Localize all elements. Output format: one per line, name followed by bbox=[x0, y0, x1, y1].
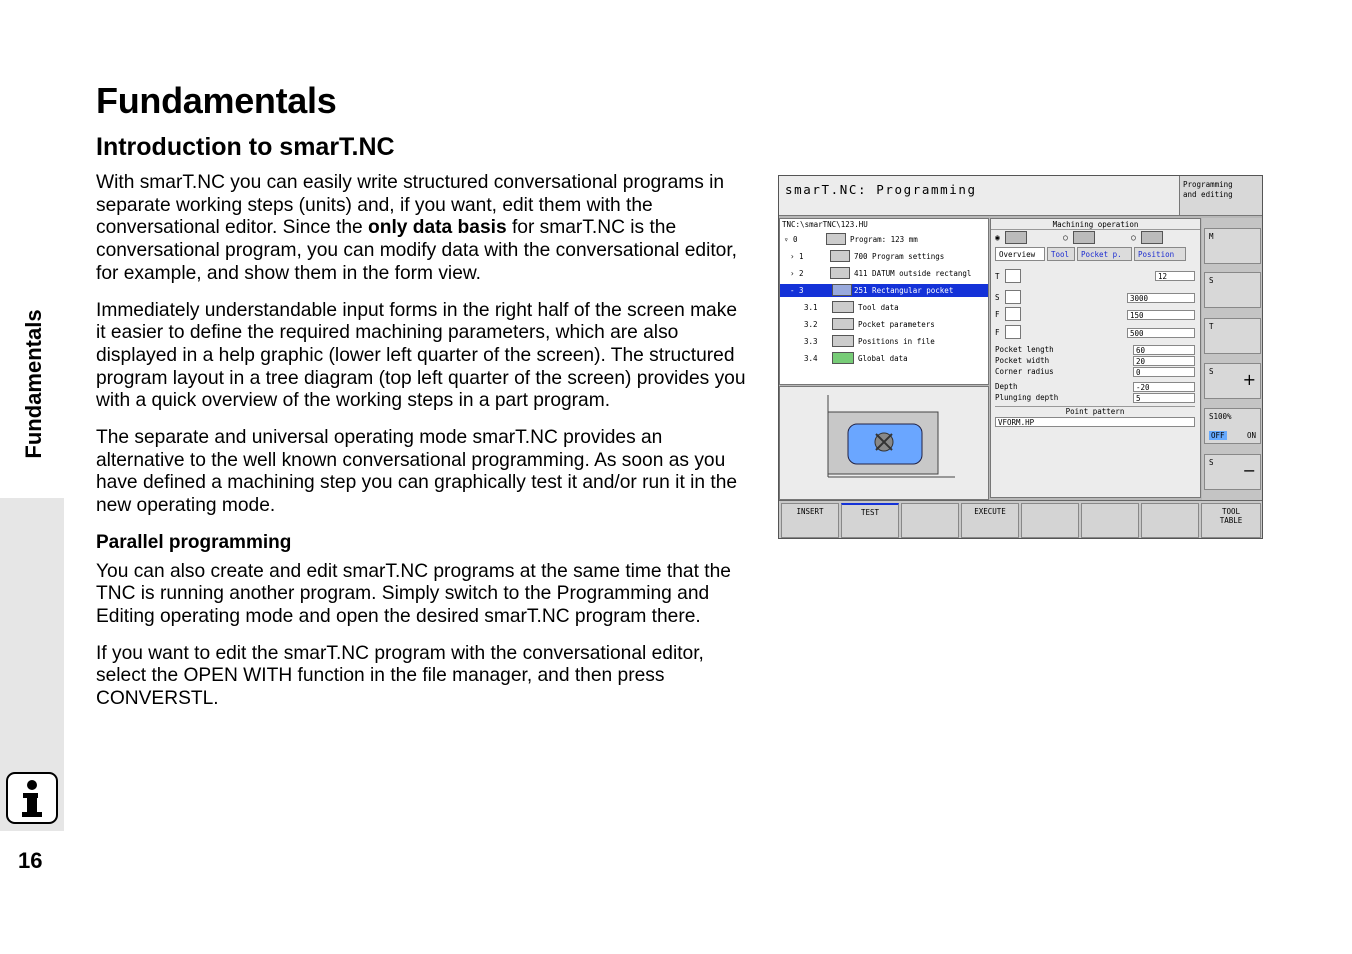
paragraph-3: The separate and universal operating mode smarT.NC provides an alternative to the well known conversational programming. As soon as you have defined a machining step you can graphically test it and/or run it in the new operating mode. bbox=[96, 427, 738, 517]
form-header: Machining operation bbox=[991, 219, 1200, 230]
tab-position[interactable]: Position bbox=[1134, 247, 1186, 261]
paragraph-5: If you want to edit the smarT.NC program with the conversational editor, select the OPEN WITH function in the file manager, and then press CONVERSTL. bbox=[96, 642, 704, 710]
point-pattern-label: Point pattern bbox=[995, 406, 1195, 416]
corner-radius-value[interactable]: 0 bbox=[1133, 367, 1195, 377]
plus-icon: + bbox=[1242, 370, 1256, 389]
text-run: With smarT.NC you can easily write structured conversational programs in separate working steps (units) and, if you want, edit them with the conversational editor. Since the bbox=[96, 172, 725, 239]
page-title: Fundamentals bbox=[96, 80, 337, 121]
paragraph-2: Immediately understandable input forms in the right half of the screen make it easier to define the required machining parameters, which are also displayed in a help graphic (lower left quarter of the screen). The structured program layout in a tree diagram (top left quarter of the screen) provides you with a quick overview of the working steps in a part program. bbox=[96, 299, 746, 412]
body-text bbox=[96, 172, 751, 725]
empty-softkey[interactable] bbox=[1081, 503, 1139, 538]
paragraph-4: You can also create and edit smarT.NC programs at the same time that the TNC is running another program. Simply switch to the Programming and Editing operating mode and open the desired smarT.NC program there. bbox=[96, 560, 731, 627]
s100-button[interactable]: S100% OFF ON bbox=[1204, 408, 1261, 444]
empty-softkey[interactable] bbox=[1141, 503, 1199, 538]
f2-value[interactable]: 500 bbox=[1127, 328, 1195, 338]
pocket-width-value[interactable]: 20 bbox=[1133, 356, 1195, 366]
insert-softkey[interactable]: INSERT bbox=[781, 503, 839, 538]
execute-softkey[interactable]: EXECUTE bbox=[961, 503, 1019, 538]
bold-text: only data basis bbox=[368, 217, 507, 239]
t-value[interactable]: 12 bbox=[1155, 271, 1195, 281]
smartnc-screenshot bbox=[778, 175, 1263, 539]
tree-row-selected[interactable]: - 3 251 Rectangular pocket bbox=[780, 284, 988, 297]
point-pattern-value[interactable]: VFORM.HP bbox=[995, 417, 1195, 427]
tree-row[interactable]: 3.4 Global data bbox=[804, 354, 908, 363]
depth-value[interactable]: -20 bbox=[1133, 382, 1195, 392]
mode-line: and editing bbox=[1183, 190, 1233, 199]
paragraph-1 bbox=[96, 172, 751, 286]
parameter-form: Machining operation ◉ ○ ○ Overview Tool Pocket p. Position T 12 S 3000 F 150 F 500 Pocket length 60 Pocket width 20 Corner radius 0 Depth -20 Plunging depth 5 Point pattern VFORM.HP bbox=[990, 218, 1201, 498]
tree-row[interactable]: 3.1 Tool data bbox=[804, 303, 899, 312]
field-label: Corner radius bbox=[995, 367, 1054, 376]
pocket-length-value[interactable]: 60 bbox=[1133, 345, 1195, 355]
subheading: Parallel programming bbox=[96, 531, 292, 553]
field-label: Pocket length bbox=[995, 345, 1054, 354]
field-label: Depth bbox=[995, 382, 1018, 391]
plunging-depth-value[interactable]: 5 bbox=[1133, 393, 1195, 403]
tool-table-softkey[interactable]: TOOL TABLE bbox=[1201, 503, 1261, 538]
empty-softkey[interactable] bbox=[1021, 503, 1079, 538]
s-minus-button[interactable]: S − bbox=[1204, 454, 1261, 490]
test-softkey[interactable]: TEST bbox=[841, 503, 899, 538]
off-label: OFF bbox=[1211, 431, 1225, 440]
m-button[interactable]: M bbox=[1204, 228, 1261, 264]
t-button[interactable]: T bbox=[1204, 318, 1261, 354]
on-label: ON bbox=[1246, 431, 1256, 440]
info-icon bbox=[6, 772, 58, 824]
tree-row[interactable]: ▿ 0 Program: 123 mm bbox=[784, 235, 918, 244]
right-softkey-panel bbox=[1202, 218, 1263, 500]
file-path: TNC:\smarTNC\123.HU bbox=[782, 220, 868, 229]
tab-pocket[interactable]: Pocket p. bbox=[1077, 247, 1132, 261]
f1-value[interactable]: 150 bbox=[1127, 310, 1195, 320]
tree-row[interactable]: 3.3 Positions in file bbox=[804, 337, 935, 346]
tab-overview[interactable]: Overview bbox=[995, 247, 1045, 261]
page-number: 16 bbox=[18, 848, 43, 873]
screen-title: smarT.NC: Programming bbox=[785, 182, 977, 197]
s-button[interactable]: S bbox=[1204, 272, 1261, 308]
section-title: Introduction to smarT.NC bbox=[96, 133, 395, 161]
tree-row[interactable]: › 2 411 DATUM outside rectangl bbox=[790, 269, 972, 278]
minus-icon: − bbox=[1242, 461, 1256, 480]
screen-titlebar bbox=[779, 176, 1179, 216]
s-plus-button[interactable]: S + bbox=[1204, 363, 1261, 399]
side-label: Fundamentals bbox=[21, 309, 46, 459]
s-value[interactable]: 3000 bbox=[1127, 293, 1195, 303]
mode-box bbox=[1179, 176, 1263, 216]
field-label: Pocket width bbox=[995, 356, 1050, 365]
empty-softkey[interactable] bbox=[901, 503, 959, 538]
tree-row[interactable]: › 1 700 Program settings bbox=[790, 252, 945, 261]
tab-tool[interactable]: Tool bbox=[1047, 247, 1075, 261]
text-run: for smarT.NC is the conversational program, you can modify data with the conversational editor, for example, and show them in the form view. bbox=[96, 217, 738, 284]
program-tree bbox=[779, 218, 989, 385]
field-label: Plunging depth bbox=[995, 393, 1059, 402]
help-graphic bbox=[779, 386, 989, 500]
mode-line: Programming bbox=[1183, 180, 1233, 189]
tree-row[interactable]: 3.2 Pocket parameters bbox=[804, 320, 935, 329]
softkey-bar bbox=[779, 500, 1263, 539]
